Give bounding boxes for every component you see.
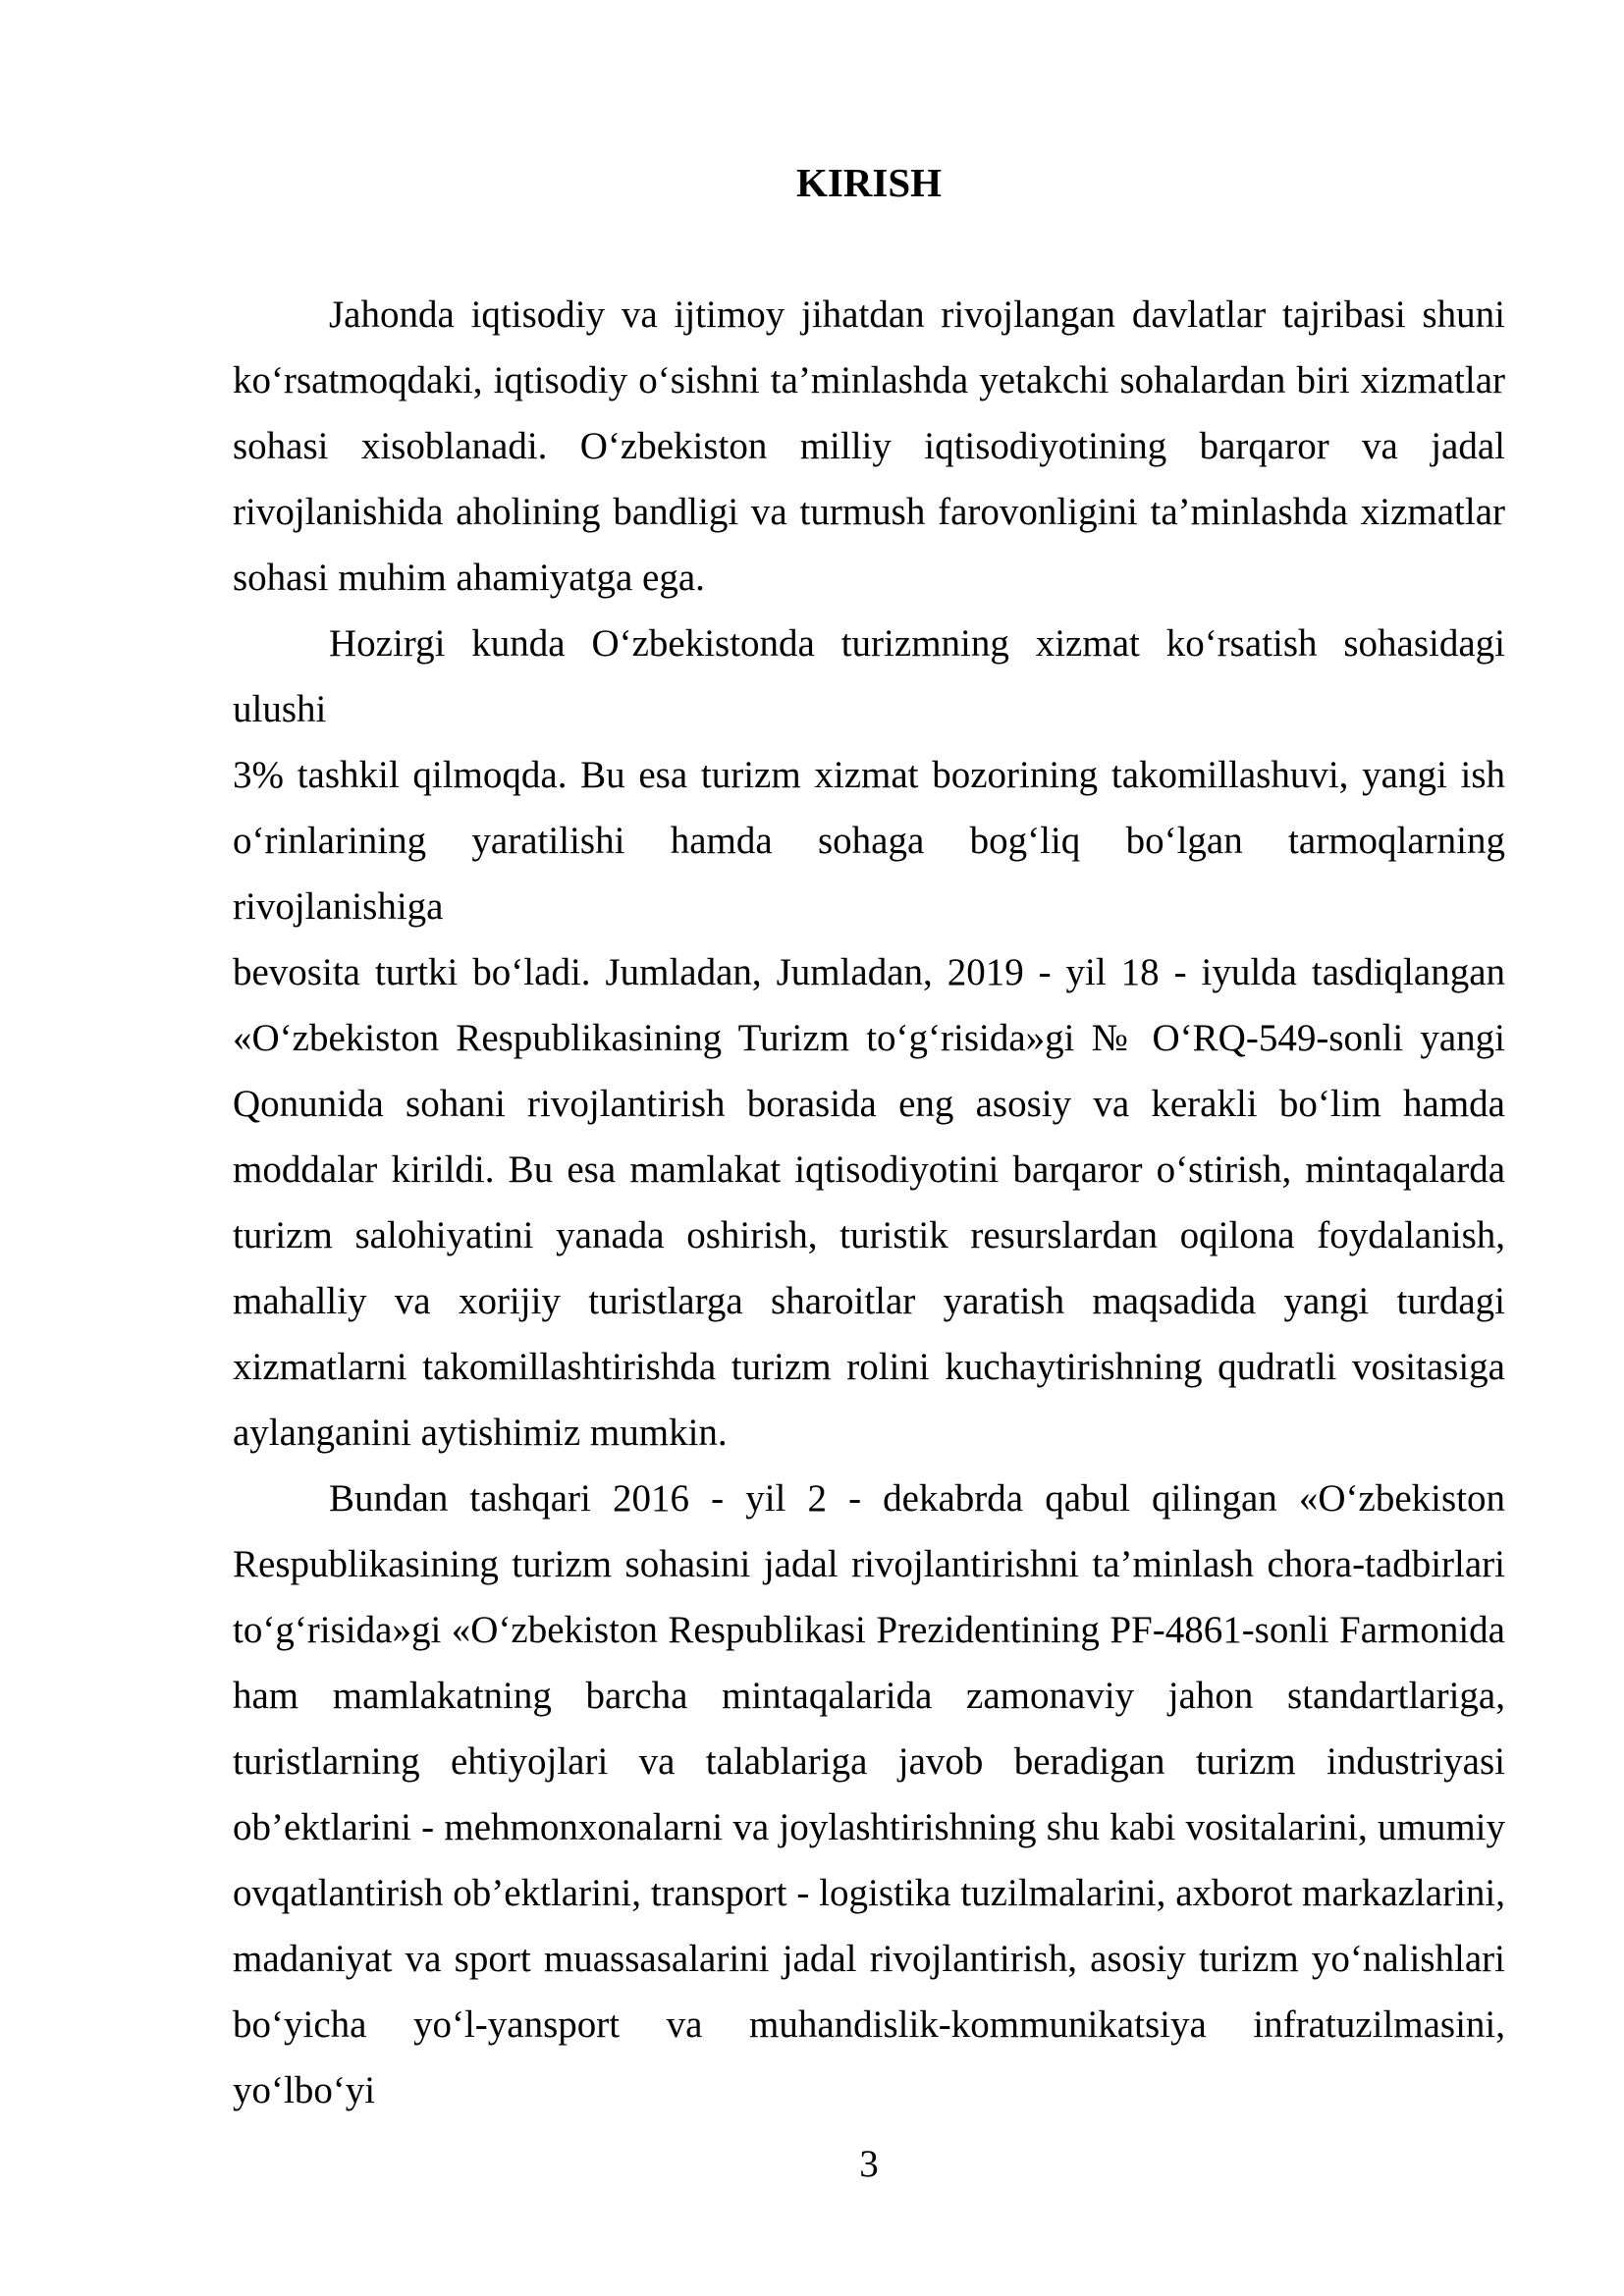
text-line: ko‘rsatmoqdaki, iqtisodiy o‘sishni ta’minlashda yetakchi sohalardan biri xizmatlar — [233, 359, 1505, 401]
text-line: to‘g‘risida»gi «O‘zbekiston Respublikasi Prezidentining PF-4861-sonli Farmonida — [233, 1609, 1505, 1651]
text-line: Bundan tashqari 2016 - yil 2 - dekabrda qabul qilingan «O‘zbekiston — [329, 1477, 1505, 1520]
text-line: o‘rinlarining yaratilishi hamda sohaga bog‘liq bo‘lgan tarmoqlarning rivojlanishiga — [233, 820, 1505, 928]
text-line: «O‘zbekiston Respublikasining Turizm to‘g‘risida»gi № O‘RQ-549-sonli yangi — [233, 1017, 1505, 1059]
text-line: Hozirgi kunda O‘zbekistonda turizmning xizmat ko‘rsatish sohasidagi ulushi — [233, 622, 1505, 730]
text-line: sohasi xisoblanadi. O‘zbekiston milliy iqtisodiyotining barqaror va jadal — [233, 425, 1505, 467]
text-line: rivojlanishida aholining bandligi va turmush farovonligini ta’minlashda xizmatlar — [233, 491, 1505, 533]
text-line: 3% tashkil qilmoqda. Bu esa turizm xizmat bozorining takomillashuvi, yangi ish — [233, 754, 1505, 796]
page-number: 3 — [859, 2143, 879, 2185]
text-line: Respublikasining turizm sohasini jadal rivojlantirishni ta’minlash chora-tadbirlari — [233, 1543, 1505, 1585]
text-line: turistlarning ehtiyojlari va talablariga javob beradigan turizm industriyasi — [233, 1740, 1505, 1783]
text-line: mahalliy va xorijiy turistlarga sharoitlar yaratish maqsadida yangi turdagi — [233, 1280, 1505, 1322]
text-line: Qonunida sohani rivojlantirish borasida eng asosiy va kerakli bo‘lim hamda — [233, 1083, 1505, 1125]
text-line: sohasi muhim ahamiyatga ega. — [233, 557, 705, 599]
text-line: xizmatlarni takomillashtirishda turizm rolini kuchaytirishning qudratli vositasiga — [233, 1346, 1505, 1388]
paragraph — [233, 1466, 1505, 2123]
page-title: KIRISH — [795, 160, 943, 205]
text-line: ob’ektlarini - mehmonxonalarni va joylashtirishning shu kabi vositalarini, umumiy — [233, 1806, 1505, 1848]
page-content — [233, 150, 1505, 2123]
text-line: Jahonda iqtisodiy va ijtimoy jihatdan rivojlangan davlatlar tajribasi shuni — [329, 294, 1505, 336]
paragraphs-container — [233, 282, 1505, 2123]
paragraph — [233, 282, 1505, 611]
text-line: ham mamlakatning barcha mintaqalarida zamonaviy jahon standartlariga, — [233, 1675, 1505, 1717]
text-line: bo‘yicha yo‘l-yansport va muhandislik-kommunikatsiya infratuzilmasini, yo‘lbo‘yi — [233, 2003, 1505, 2111]
text-line: bevosita turtki bo‘ladi. Jumladan, Jumladan, 2019 - yil 18 - iyulda tasdiqlangan — [233, 951, 1505, 993]
text-line: moddalar kirildi. Bu esa mamlakat iqtisodiyotini barqaror o‘stirish, mintaqalarda — [233, 1148, 1505, 1191]
text-line: aylanganini aytishimiz mumkin. — [233, 1412, 728, 1454]
paragraph — [233, 611, 1505, 1466]
text-line: ovqatlantirish ob’ektlarini, transport - logistika tuzilmalarini, axborot markazlarini, — [233, 1872, 1505, 1914]
text-line: turizm salohiyatini yanada oshirish, turistik resurslardan oqilona foydalanish, — [233, 1214, 1505, 1256]
text-line: madaniyat va sport muassasalarini jadal rivojlantirish, asosiy turizm yo‘nalishlari — [233, 1938, 1505, 1980]
